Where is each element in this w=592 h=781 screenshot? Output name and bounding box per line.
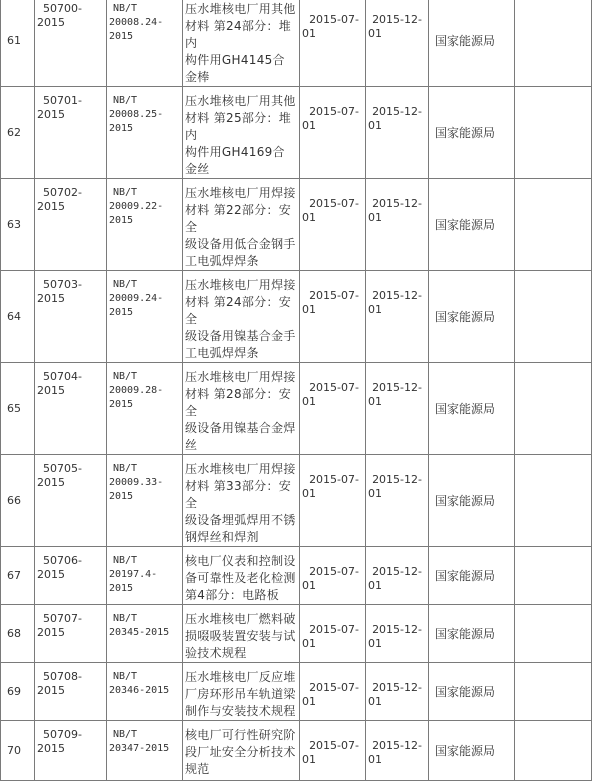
row-number: 62 [1,87,35,179]
name-line: 压水堆核电厂用其他 [185,94,296,108]
empty-cell [515,721,592,781]
standard-id: 20008.25- [109,109,164,120]
name-line: 制作与安装技术规程 [185,704,296,718]
department-cell: 国家能源局 [429,271,515,363]
standard-year: 2015 [109,583,134,594]
name-line: 压水堆核电厂用其他 [185,2,296,16]
implement-date-cell [366,87,429,179]
release-date-a: 2015-07- [309,681,359,694]
release-date-a: 2015-07- [309,739,359,752]
code-cell [35,87,107,179]
name-line: 工电弧焊焊条 [185,254,259,268]
empty-cell [515,547,592,605]
standard-prefix: NB/T [113,463,138,474]
release-date-cell [300,663,366,721]
implement-date-b: 01 [368,395,382,408]
table-row [1,605,592,663]
release-date-b: 01 [302,303,316,316]
empty-cell [515,179,592,271]
release-date-b: 01 [302,487,316,500]
department-cell: 国家能源局 [429,663,515,721]
standard-prefix: NB/T [113,3,138,14]
standard-prefix: NB/T [113,371,138,382]
name-line: 材料 第33部分：安全 [185,479,292,510]
code-part-b: 2015 [37,742,65,755]
release-date-cell [300,721,366,781]
empty-cell [515,663,592,721]
release-date-b: 01 [302,753,316,766]
row-number: 64 [1,271,35,363]
empty-cell [515,87,592,179]
standard-prefix: NB/T [113,613,138,624]
code-cell [35,0,107,87]
implement-date-cell [366,547,429,605]
implement-date-b: 01 [368,637,382,650]
name-line: 规范 [185,762,210,776]
code-cell [35,179,107,271]
implement-date-b: 01 [368,211,382,224]
standard-year: 2015 [109,399,134,410]
standard-name-cell [183,663,300,721]
row-number: 65 [1,363,35,455]
release-date-b: 01 [302,695,316,708]
code-part-a: 50704- [43,370,82,383]
department-cell: 国家能源局 [429,547,515,605]
name-line: 压水堆核电厂用焊接 [185,370,296,384]
implement-date-cell [366,663,429,721]
row-number: 69 [1,663,35,721]
department-cell: 国家能源局 [429,721,515,781]
implement-date-cell [366,179,429,271]
row-number: 63 [1,179,35,271]
table-row [1,179,592,271]
department-cell: 国家能源局 [429,605,515,663]
standard-id: 20008.24- [109,17,164,28]
code-part-a: 50707- [43,612,82,625]
name-line: 压水堆核电厂燃料破 [185,612,296,626]
standard-name-cell [183,87,300,179]
name-line: 材料 第22部分：安全 [185,203,292,234]
release-date-a: 2015-07- [309,623,359,636]
standard-prefix: NB/T [113,555,138,566]
implement-date-b: 01 [368,695,382,708]
standard-name-cell [183,0,300,87]
standard-id: 20009.22- [109,201,164,212]
name-line: 钢焊丝和焊剂 [185,530,259,544]
row-number: 66 [1,455,35,547]
release-date-a: 2015-07- [309,13,359,26]
name-line: 压水堆核电厂用焊接 [185,278,296,292]
row-number: 67 [1,547,35,605]
implement-date-cell [366,455,429,547]
name-line: 级设备埋弧焊用不锈 [185,513,296,527]
name-line: 工电弧焊焊条 [185,346,259,360]
release-date-cell [300,271,366,363]
name-line: 丝 [185,438,198,452]
code-part-a: 50701- [43,94,82,107]
name-line: 段厂址安全分析技术 [185,745,296,759]
standard-name-cell [183,179,300,271]
code-part-a: 50708- [43,670,82,683]
release-date-a: 2015-07- [309,381,359,394]
implement-date-a: 2015-12- [372,473,422,486]
name-line: 验技术规程 [185,646,247,660]
release-date-a: 2015-07- [309,565,359,578]
release-date-cell [300,455,366,547]
standard-id: 20009.24- [109,293,164,304]
standard-id: 20009.33- [109,477,164,488]
standard-number-cell [107,0,183,87]
table-row [1,721,592,781]
standard-year: 2015 [109,31,134,42]
name-line: 材料 第25部分：堆内 [185,111,292,142]
code-part-a: 50700- [43,2,82,15]
standard-year: 2015 [109,123,134,134]
standard-id: 20345-2015 [109,627,170,638]
standard-year: 2015 [109,215,134,226]
implement-date-cell [366,605,429,663]
name-line: 级设备用镍基合金焊 [185,421,296,435]
release-date-cell [300,0,366,87]
standard-name-cell [183,271,300,363]
empty-cell [515,363,592,455]
release-date-cell [300,547,366,605]
standard-number-cell [107,87,183,179]
standard-year: 2015 [109,307,134,318]
release-date-a: 2015-07- [309,473,359,486]
name-line: 备可靠性及老化检测 [185,571,296,585]
standard-prefix: NB/T [113,729,138,740]
empty-cell [515,271,592,363]
implement-date-a: 2015-12- [372,739,422,752]
standard-number-cell [107,271,183,363]
implement-date-b: 01 [368,303,382,316]
code-part-b: 2015 [37,684,65,697]
name-line: 第4部分：电路板 [185,588,280,602]
standard-number-cell [107,663,183,721]
name-line: 厂房环形吊车轨道梁 [185,687,296,701]
standard-name-cell [183,721,300,781]
release-date-cell [300,605,366,663]
release-date-b: 01 [302,211,316,224]
name-line: 级设备用低合金钢手 [185,237,296,251]
name-line: 核电厂仪表和控制设 [185,554,296,568]
table-body [1,0,592,781]
standard-number-cell [107,547,183,605]
code-part-a: 50702- [43,186,82,199]
release-date-cell [300,87,366,179]
implement-date-a: 2015-12- [372,565,422,578]
name-line: 压水堆核电厂用焊接 [185,186,296,200]
department-cell: 国家能源局 [429,363,515,455]
implement-date-b: 01 [368,27,382,40]
table-row [1,455,592,547]
department-cell: 国家能源局 [429,87,515,179]
implement-date-a: 2015-12- [372,381,422,394]
standard-year: 2015 [109,491,134,502]
code-part-a: 50706- [43,554,82,567]
name-line: 构件用GH4169合金丝 [185,145,285,176]
release-date-b: 01 [302,579,316,592]
code-part-b: 2015 [37,200,65,213]
standard-prefix: NB/T [113,95,138,106]
department-cell: 国家能源局 [429,455,515,547]
empty-cell [515,0,592,87]
release-date-b: 01 [302,119,316,132]
code-part-b: 2015 [37,568,65,581]
empty-cell [515,455,592,547]
code-part-a: 50703- [43,278,82,291]
implement-date-a: 2015-12- [372,623,422,636]
standard-id: 20347-2015 [109,743,170,754]
table-row [1,363,592,455]
release-date-a: 2015-07- [309,197,359,210]
standard-name-cell [183,455,300,547]
standard-name-cell [183,363,300,455]
implement-date-a: 2015-12- [372,197,422,210]
implement-date-a: 2015-12- [372,681,422,694]
table-row [1,87,592,179]
code-cell [35,663,107,721]
code-part-b: 2015 [37,108,65,121]
name-line: 核电厂可行性研究阶 [185,728,296,742]
implement-date-cell [366,721,429,781]
row-number: 61 [1,0,35,87]
code-part-b: 2015 [37,384,65,397]
code-cell [35,605,107,663]
name-line: 材料 第24部分：安全 [185,295,292,326]
code-cell [35,363,107,455]
code-part-a: 50705- [43,462,82,475]
standard-prefix: NB/T [113,279,138,290]
name-line: 构件用GH4145合金棒 [185,53,285,84]
code-part-b: 2015 [37,16,65,29]
release-date-a: 2015-07- [309,289,359,302]
standard-prefix: NB/T [113,187,138,198]
release-date-cell [300,363,366,455]
code-part-b: 2015 [37,292,65,305]
code-part-b: 2015 [37,476,65,489]
table-row [1,271,592,363]
table-row [1,0,592,87]
standard-number-cell [107,721,183,781]
implement-date-cell [366,0,429,87]
name-line: 压水堆核电厂用焊接 [185,462,296,476]
release-date-cell [300,179,366,271]
code-part-b: 2015 [37,626,65,639]
standard-number-cell [107,455,183,547]
release-date-b: 01 [302,637,316,650]
name-line: 材料 第24部分：堆内 [185,19,292,50]
table-row [1,663,592,721]
standard-prefix: NB/T [113,671,138,682]
code-cell [35,455,107,547]
implement-date-b: 01 [368,579,382,592]
release-date-b: 01 [302,27,316,40]
department-cell: 国家能源局 [429,179,515,271]
table-row [1,547,592,605]
name-line: 损啜吸装置安装与试 [185,629,296,643]
code-cell [35,721,107,781]
row-number: 68 [1,605,35,663]
implement-date-cell [366,363,429,455]
empty-cell [515,605,592,663]
standard-id: 20346-2015 [109,685,170,696]
code-part-a: 50709- [43,728,82,741]
implement-date-cell [366,271,429,363]
implement-date-b: 01 [368,119,382,132]
standard-id: 20197.4- [109,569,158,580]
release-date-b: 01 [302,395,316,408]
release-date-a: 2015-07- [309,105,359,118]
standard-name-cell [183,547,300,605]
department-cell: 国家能源局 [429,0,515,87]
standard-number-cell [107,605,183,663]
standard-name-cell [183,605,300,663]
implement-date-a: 2015-12- [372,289,422,302]
standard-number-cell [107,179,183,271]
name-line: 材料 第28部分：安全 [185,387,292,418]
name-line: 级设备用镍基合金手 [185,329,296,343]
implement-date-a: 2015-12- [372,105,422,118]
code-cell [35,547,107,605]
name-line: 压水堆核电厂反应堆 [185,670,296,684]
implement-date-a: 2015-12- [372,13,422,26]
code-cell [35,271,107,363]
standard-number-cell [107,363,183,455]
implement-date-b: 01 [368,753,382,766]
row-number: 70 [1,721,35,781]
implement-date-b: 01 [368,487,382,500]
standard-id: 20009.28- [109,385,164,396]
